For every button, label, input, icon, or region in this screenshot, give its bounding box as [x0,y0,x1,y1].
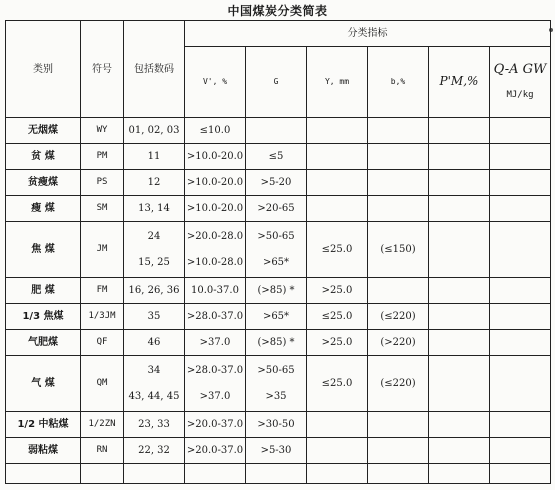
header-b: b,% [368,47,429,118]
cell-category: 无烟煤 [6,118,81,144]
cell-codes: 13, 14 [124,196,185,222]
cell-empty [124,464,185,484]
cell-b [368,438,429,464]
cell-volatile: >28.0-37.0 [185,304,246,330]
cell-volatile: ≤10.0 [185,118,246,144]
cell-g: >65* [246,304,307,330]
cell-y: ≤25.0 [307,304,368,330]
cell-codes: 11 [124,144,185,170]
cell-q [490,278,551,304]
table-row [6,330,551,356]
cell-p [429,278,490,304]
cell-q [490,330,551,356]
cell-volatile-line: >20.0-28.0 [186,230,244,242]
cell-p [429,438,490,464]
cell-q [490,196,551,222]
cell-g [246,118,307,144]
cell-q [490,170,551,196]
cell-y [307,118,368,144]
cell-symbol: QF [81,330,124,356]
cell-g-line: >50-65 [257,364,295,376]
cell-y [307,196,368,222]
cell-category: 1/3 焦煤 [6,304,81,330]
table-row-cut [6,464,551,484]
cell-g: (>85) * [246,278,307,304]
cell-g [246,222,307,278]
table-row [6,304,551,330]
cell-codes: 12 [124,170,185,196]
cell-category: 1/2 中粘煤 [6,412,81,438]
cell-y [307,412,368,438]
header-y: Y, mm [307,47,368,118]
cell-p [429,330,490,356]
cell-volatile [185,356,246,412]
table-row [6,412,551,438]
table-row [6,170,551,196]
table-row [6,356,551,412]
table-row [6,144,551,170]
header-category: 类别 [6,21,81,118]
cell-y [307,144,368,170]
cell-empty [81,464,124,484]
cell-symbol: PS [81,170,124,196]
cell-empty [368,464,429,484]
cell-b [368,412,429,438]
cell-symbol: FM [81,278,124,304]
cell-p [429,144,490,170]
cell-volatile: >20.0-37.0 [185,412,246,438]
cell-p [429,412,490,438]
cell-codes-line: 34 [147,364,161,376]
cell-volatile: >37.0 [185,330,246,356]
cell-category: 贫 煤 [6,144,81,170]
cell-b [368,118,429,144]
cell-p [429,118,490,144]
cell-category: 弱粘煤 [6,438,81,464]
cell-codes-line: 43, 44, 45 [128,390,180,402]
cell-volatile: 10.0-37.0 [185,278,246,304]
cell-p [429,304,490,330]
cell-volatile [185,222,246,278]
cell-volatile: >10.0-20.0 [185,170,246,196]
cell-y: ≤25.0 [307,222,368,278]
cell-g: >5-20 [246,170,307,196]
cell-volatile: >10.0-20.0 [185,144,246,170]
cell-codes [124,356,185,412]
table-row [6,118,551,144]
cell-y [307,170,368,196]
cell-volatile: >10.0-20.0 [185,196,246,222]
cell-q [490,438,551,464]
cell-g: (>85) * [246,330,307,356]
cell-category: 贫瘦煤 [6,170,81,196]
cell-empty [307,464,368,484]
cell-g-line: >35 [265,390,287,402]
header-symbol: 符号 [81,21,124,118]
cell-b [368,196,429,222]
cell-empty [429,464,490,484]
cell-b: (≤220) [368,356,429,412]
cell-y [307,438,368,464]
cell-g: ≤5 [246,144,307,170]
table-row [6,196,551,222]
table-row [6,222,551,278]
cell-empty [185,464,246,484]
cell-q [490,412,551,438]
cell-symbol: JM [81,222,124,278]
cell-symbol: PM [81,144,124,170]
cell-b [368,278,429,304]
cell-symbol: RN [81,438,124,464]
cell-codes-line: 15, 25 [138,256,170,268]
cell-p [429,356,490,412]
cell-codes: 01, 02, 03 [124,118,185,144]
cell-codes: 22, 32 [124,438,185,464]
cell-q [490,144,551,170]
cell-b: (>220) [368,330,429,356]
cell-p [429,222,490,278]
cell-volatile-line: >28.0-37.0 [186,364,244,376]
cell-b: (≤220) [368,304,429,330]
table-row [6,438,551,464]
cell-codes-line: 24 [147,230,161,242]
coal-classification-table [5,20,551,484]
cell-symbol: QM [81,356,124,412]
header-q: Q-A GW MJ/kg [490,47,551,118]
cell-g-line: >50-65 [257,230,295,242]
header-codes: 包括数码 [124,21,185,118]
cell-y: >25.0 [307,330,368,356]
header-g: G [246,47,307,118]
cell-g-line: >65* [262,256,290,268]
cell-codes: 16, 26, 36 [124,278,185,304]
cell-q [490,304,551,330]
cell-codes: 46 [124,330,185,356]
header-indices: 分类指标 [185,21,551,47]
cell-empty [490,464,551,484]
cell-p [429,170,490,196]
table-title: 中国煤炭分类简表 [227,4,328,18]
header-volatile: V', % [185,47,246,118]
cell-symbol: WY [81,118,124,144]
cell-b [368,170,429,196]
cell-q [490,118,551,144]
cell-y: ≤25.0 [307,356,368,412]
cell-volatile: >20.0-37.0 [185,438,246,464]
cell-g: >30-50 [246,412,307,438]
header-p: P'M,% [429,47,490,118]
cell-category: 肥 煤 [6,278,81,304]
cell-b: (≤150) [368,222,429,278]
cell-q [490,356,551,412]
cell-category: 瘦 煤 [6,196,81,222]
cell-y: >25.0 [307,278,368,304]
cell-codes: 23, 33 [124,412,185,438]
cell-symbol: 1/2ZN [81,412,124,438]
cell-codes [124,222,185,278]
cell-volatile-line: >10.0-28.0 [186,256,244,268]
cell-category: 气肥煤 [6,330,81,356]
cell-category: 气 煤 [6,356,81,412]
cell-empty [6,464,81,484]
cell-g [246,356,307,412]
cell-g: >20-65 [246,196,307,222]
cell-empty [246,464,307,484]
cell-category: 焦 煤 [6,222,81,278]
cell-volatile-line: >37.0 [199,390,231,402]
cell-symbol: 1/3JM [81,304,124,330]
cell-p [429,196,490,222]
cell-codes: 35 [124,304,185,330]
cell-q [490,222,551,278]
cell-b [368,144,429,170]
cell-symbol: SM [81,196,124,222]
cell-g: >5-30 [246,438,307,464]
table-row [6,278,551,304]
